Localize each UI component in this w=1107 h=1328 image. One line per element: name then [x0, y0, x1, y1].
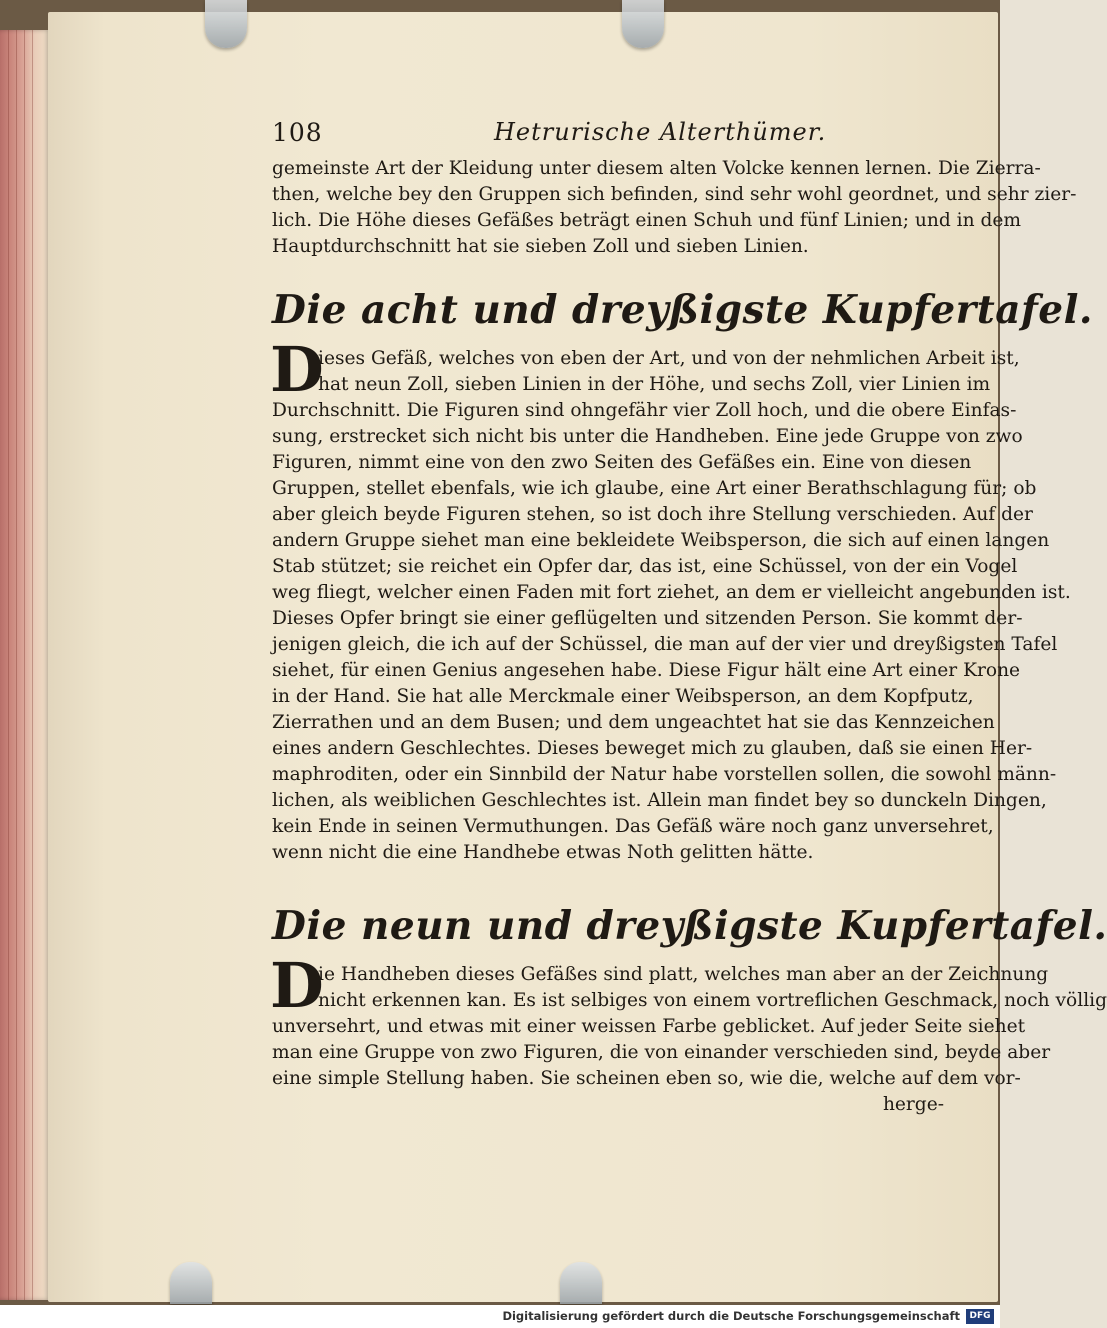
text-line: eines andern Geschlechtes. Dieses beweget mich zu glauben, daß sie einen Her-: [272, 738, 1033, 759]
text-line: sung, erstrecket sich nicht bis unter die Handheben. Eine jede Gruppe von zwo: [272, 426, 1023, 447]
page-clip-top-left: [205, 0, 247, 48]
text-line: ieses Gefäß, welches von eben der Art, und von der nehmlichen Arbeit ist,: [318, 348, 1020, 369]
running-head: [272, 118, 944, 156]
text-block: [270, 118, 1107, 1118]
text-line: eine simple Stellung haben. Sie scheinen eben so, wie die, welche auf dem vor-: [272, 1068, 1021, 1089]
dfg-logo: DFG: [966, 1309, 994, 1324]
page-number: 108: [272, 118, 323, 147]
catchword: herge-: [882, 1094, 944, 1115]
funding-notice: Digitalisierung gefördert durch die Deutsche Forschungsgemeinschaft: [502, 1309, 960, 1323]
text-line: wenn nicht die eine Handhebe etwas Noth gelitten hätte.: [272, 842, 814, 863]
text-line: lich. Die Höhe dieses Gefäßes beträgt einen Schuh und fünf Linien; und in dem: [272, 210, 1022, 231]
text-line: Gruppen, stellet ebenfals, wie ich glaube, eine Art einer Berathschlagung für; ob: [272, 478, 1037, 499]
text-line: gemeinste Art der Kleidung unter diesem alten Volcke kennen lernen. Die Zierra-: [272, 158, 1041, 179]
footer-bar: [0, 1305, 1000, 1328]
text-line: man eine Gruppe von zwo Figuren, die von einander verschieden sind, beyde aber: [272, 1042, 1051, 1063]
text-line: Durchschnitt. Die Figuren sind ohngefähr vier Zoll hoch, und die obere Einfas-: [272, 400, 1017, 421]
page-edge-stack: [0, 30, 50, 1300]
section-heading-plate-39: Die neun und dreyßigste Kupfertafel.: [272, 903, 1107, 949]
text-line: siehet, für einen Genius angesehen habe. Diese Figur hält eine Art einer Krone: [272, 660, 1021, 681]
text-line: Zierrathen und an dem Busen; und dem ungeachtet hat sie das Kennzeichen: [272, 712, 995, 733]
drop-cap: D: [270, 333, 324, 406]
text-line: maphroditen, oder ein Sinnbild der Natur habe vorstellen sollen, die sowohl männ-: [272, 764, 1057, 785]
text-line: unversehrt, und etwas mit einer weissen Farbe geblicket. Auf jeder Seite siehet: [272, 1016, 1026, 1037]
intro-paragraph: [272, 156, 1077, 260]
text-line: Dieses Opfer bringt sie einer geflügelten und sitzenden Person. Sie kommt der-: [272, 608, 1023, 629]
plate-39-paragraph: [270, 949, 1107, 1118]
plate-38-paragraph: [270, 333, 1071, 866]
section-heading-plate-38: Die acht und dreyßigste Kupfertafel.: [272, 287, 1093, 333]
text-line: in der Hand. Sie hat alle Merckmale einer Weibsperson, an dem Kopfputz,: [272, 686, 974, 707]
text-line: jenigen gleich, die ich auf der Schüssel, die man auf der vier und dreyßigsten Tafel: [272, 634, 1058, 655]
text-line: Hauptdurchschnitt hat sie sieben Zoll und sieben Linien.: [272, 236, 809, 257]
text-line: aber gleich beyde Figuren stehen, so ist doch ihre Stellung verschieden. Auf der: [272, 504, 1033, 525]
text-line: ie Handheben dieses Gefäßes sind platt, welches man aber an der Zeichnung: [318, 964, 1049, 985]
drop-cap: D: [270, 949, 324, 1022]
page-clip-top-right: [622, 0, 664, 48]
text-line: nicht erkennen kan. Es ist selbiges von einem vortreflichen Geschmack, noch völlig: [318, 990, 1107, 1011]
running-title: Hetrurische Alterthümer.: [494, 118, 827, 146]
page-clip-bottom-right: [560, 1262, 602, 1304]
text-line: then, welche bey den Gruppen sich befinden, sind sehr wohl geordnet, und sehr zier-: [272, 184, 1077, 205]
text-line: weg fliegt, welcher einen Faden mit fort ziehet, an dem er vielleicht angebunden ist.: [272, 582, 1071, 603]
text-line: Figuren, nimmt eine von den zwo Seiten des Gefäßes ein. Eine von diesen: [272, 452, 972, 473]
text-line: Stab stützet; sie reichet ein Opfer dar, das ist, eine Schüssel, von der ein Vogel: [272, 556, 1018, 577]
text-line: hat neun Zoll, sieben Linien in der Höhe, und sechs Zoll, vier Linien im: [318, 374, 991, 395]
text-line: andern Gruppe siehet man eine bekleidete Weibsperson, die sich auf einen langen: [272, 530, 1050, 551]
text-line: lichen, als weiblichen Geschlechtes ist. Allein man findet bey so dunckeln Dingen,: [272, 790, 1047, 811]
text-line: kein Ende in seinen Vermuthungen. Das Gefäß wäre noch ganz unversehret,: [272, 816, 994, 837]
page-clip-bottom-left: [170, 1262, 212, 1304]
